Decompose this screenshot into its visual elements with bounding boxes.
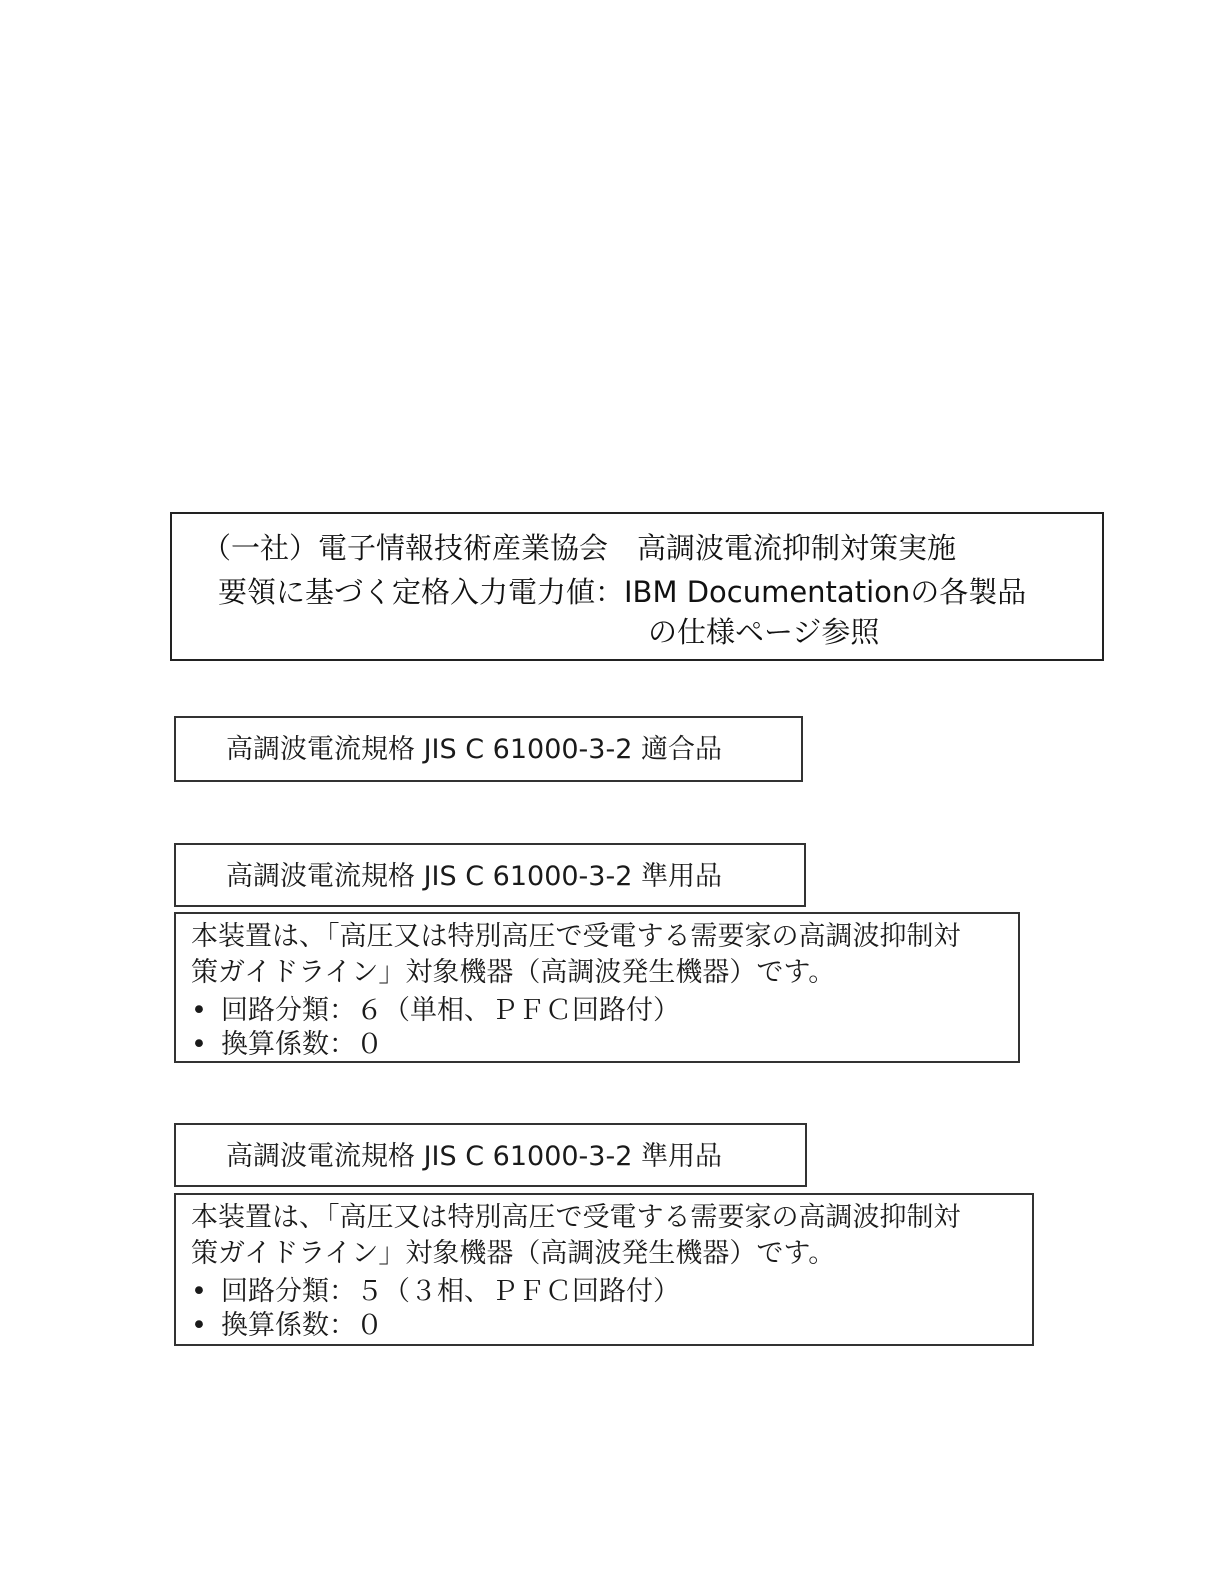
harmonic-guideline-notice-2 [174, 1193, 1034, 1346]
standard-label-text: 高調波電流規格 JIS C 61000-3-2 準用品 [226, 1141, 722, 1172]
circuit-class-item: 回路分類：５（３相、ＰＦＣ回路付） [221, 1276, 680, 1307]
notice-line-2: 策ガイドライン」対象機器（高調波発生機器）です。 [191, 957, 836, 988]
jeita-line-1: （一社）電子情報技術産業協会 高調波電流抑制対策実施 [202, 531, 957, 565]
conversion-factor-item: 換算係数：０ [221, 1310, 383, 1341]
notice-line-2: 策ガイドライン」対象機器（高調波発生機器）です。 [191, 1238, 836, 1269]
standard-label-text: 高調波電流規格 JIS C 61000-3-2 適合品 [226, 734, 722, 765]
harmonic-standard-compliant-label [174, 716, 803, 782]
notice-line-1: 本装置は、「高圧又は特別高圧で受電する需要家の高調波抑制対 [191, 921, 961, 952]
harmonic-standard-applied-label-1 [174, 843, 806, 907]
conversion-factor-item: 換算係数：０ [221, 1029, 383, 1060]
harmonic-guideline-notice-1 [174, 912, 1020, 1063]
bullet-icon: • [191, 1029, 207, 1060]
circuit-class-item: 回路分類：６（単相、ＰＦＣ回路付） [221, 995, 680, 1026]
bullet-icon: • [191, 995, 207, 1026]
notice-line-1: 本装置は、「高圧又は特別高圧で受電する需要家の高調波抑制対 [191, 1202, 961, 1233]
standard-label-text: 高調波電流規格 JIS C 61000-3-2 準用品 [226, 861, 722, 892]
jeita-rated-input-box [170, 512, 1104, 661]
harmonic-standard-applied-label-2 [174, 1123, 807, 1187]
bullet-icon: • [191, 1276, 207, 1307]
jeita-line-3: の仕様ページ参照 [648, 615, 880, 649]
jeita-line-2: 要領に基づく定格入力電力値：IBM Documentationの各製品 [218, 575, 1027, 609]
bullet-icon: • [191, 1310, 207, 1341]
